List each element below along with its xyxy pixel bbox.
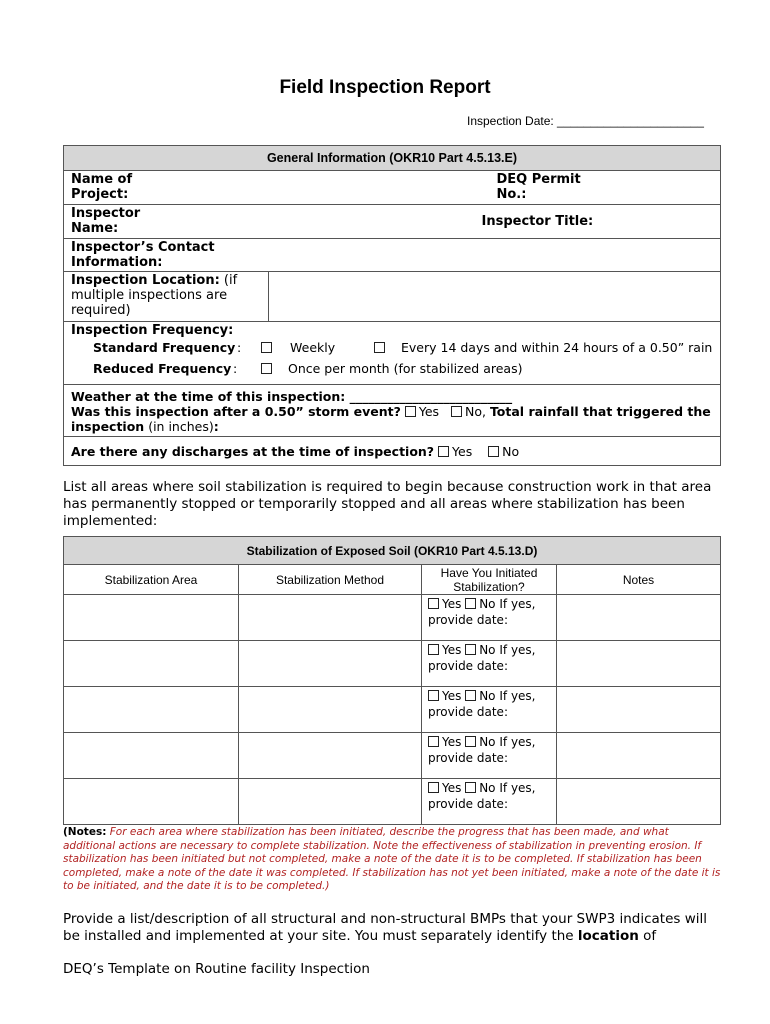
no-checkbox[interactable] — [465, 644, 476, 655]
no-checkbox[interactable] — [465, 690, 476, 701]
no-checkbox[interactable] — [465, 598, 476, 609]
stabilization-method-input[interactable] — [239, 641, 422, 687]
notes-input[interactable] — [557, 641, 721, 687]
inspector-title-label: Inspector Title: — [269, 205, 721, 239]
table-row — [64, 641, 721, 687]
yes-checkbox[interactable] — [428, 690, 439, 701]
col-stabilization-area: Stabilization Area — [64, 565, 239, 595]
contact-info-label: Inspector’s Contact Information: — [64, 239, 721, 272]
stabilization-table — [63, 536, 721, 825]
inspection-location-label: Inspection Location: (if multiple inspections are required) — [64, 272, 269, 322]
bmp-paragraph: Provide a list/description of all structural and non-structural BMPs that your SWP3 indicates will be installed and implemented at your site. You must separately identify the location of — [63, 911, 708, 944]
yes-checkbox[interactable] — [428, 736, 439, 747]
stabilization-method-input[interactable] — [239, 687, 422, 733]
initiated-cell: Yes No If yes, provide date: — [422, 733, 557, 779]
stabilization-method-input[interactable] — [239, 779, 422, 825]
general-information-table — [63, 145, 721, 466]
stabilization-method-input[interactable] — [239, 733, 422, 779]
stabilization-area-input[interactable] — [64, 779, 239, 825]
notes-input[interactable] — [557, 733, 721, 779]
stabilization-header: Stabilization of Exposed Soil (OKR10 Part 4.5.13.D) — [64, 537, 721, 565]
storm-yes-checkbox[interactable] — [405, 406, 416, 417]
once-per-month-label: Once per month (for stabilized areas) — [288, 361, 523, 376]
inspection-location-input[interactable] — [269, 272, 721, 322]
col-initiated: Have You Initiated Stabilization? — [422, 565, 557, 595]
notes-input[interactable] — [557, 779, 721, 825]
yes-checkbox[interactable] — [428, 644, 439, 655]
discharge-yes-checkbox[interactable] — [438, 446, 449, 457]
stabilization-method-input[interactable] — [239, 595, 422, 641]
initiated-cell: Yes No If yes, provide date: — [422, 687, 557, 733]
weekly-checkbox[interactable] — [261, 342, 272, 353]
yes-checkbox[interactable] — [428, 782, 439, 793]
notes-input[interactable] — [557, 595, 721, 641]
project-name-label: Name of Project: — [64, 171, 269, 205]
weather-storm-cell: Weather at the time of this inspection: __________________________ Was this inspection after a 0.50” storm event? Yes No, Total rainfall that triggered the inspection (in inches): — [64, 385, 721, 437]
every-14-days-checkbox[interactable] — [374, 342, 385, 353]
permit-number-label: DEQ Permit No.: — [269, 171, 721, 205]
initiated-cell: Yes No If yes, provide date: — [422, 779, 557, 825]
inspection-date-field[interactable]: Inspection Date: ______________________ — [467, 114, 704, 128]
weekly-label: Weekly — [290, 340, 336, 355]
inspection-frequency-cell: Inspection Frequency: Standard Frequency : Weekly Every 14 days and within 24 hours of a 0.50” rain Reduced Frequency : Once per month (for stabilized areas) — [64, 322, 721, 385]
once-per-month-checkbox[interactable] — [261, 363, 272, 374]
storm-no-checkbox[interactable] — [451, 406, 462, 417]
table-row — [64, 779, 721, 825]
no-checkbox[interactable] — [465, 782, 476, 793]
page-title: Field Inspection Report — [279, 77, 491, 98]
stabilization-area-input[interactable] — [64, 687, 239, 733]
table-row — [64, 687, 721, 733]
every-14-days-label: Every 14 days and within 24 hours of a 0.50” rain — [401, 340, 713, 355]
col-notes: Notes — [557, 565, 721, 595]
yes-checkbox[interactable] — [428, 598, 439, 609]
general-info-header: General Information (OKR10 Part 4.5.13.E) — [64, 146, 721, 171]
notes-input[interactable] — [557, 687, 721, 733]
stabilization-notes: (Notes: For each area where stabilization has been initiated, describe the progress that has been made, and what additional actions are necessary to complete stabilization. Note the effectiveness of stabilization in preventing erosion. If stabilization has been initiated but not completed, make a note of the date it is to be completed. If stabilization has been completed, make a note of the date it was completed. If stabilization has not yet been initiated, make a note of the date it is to be initiated, and the date it is to be completed.) — [63, 826, 721, 892]
stabilization-area-input[interactable] — [64, 595, 239, 641]
discharge-cell: Are there any discharges at the time of inspection? Yes No — [64, 437, 721, 466]
stabilization-area-input[interactable] — [64, 641, 239, 687]
inspector-name-label: Inspector Name: — [64, 205, 269, 239]
discharge-no-checkbox[interactable] — [488, 446, 499, 457]
initiated-cell: Yes No If yes, provide date: — [422, 641, 557, 687]
footer-text: DEQ’s Template on Routine facility Inspection — [63, 961, 370, 977]
table-row — [64, 595, 721, 641]
col-stabilization-method: Stabilization Method — [239, 565, 422, 595]
table-row — [64, 733, 721, 779]
stabilization-area-input[interactable] — [64, 733, 239, 779]
no-checkbox[interactable] — [465, 736, 476, 747]
initiated-cell: Yes No If yes, provide date: — [422, 595, 557, 641]
stabilization-intro: List all areas where soil stabilization is required to begin because construction work in that area has permanently stopped or temporarily stopped and all areas where stabilization has been implemented: — [63, 479, 712, 529]
